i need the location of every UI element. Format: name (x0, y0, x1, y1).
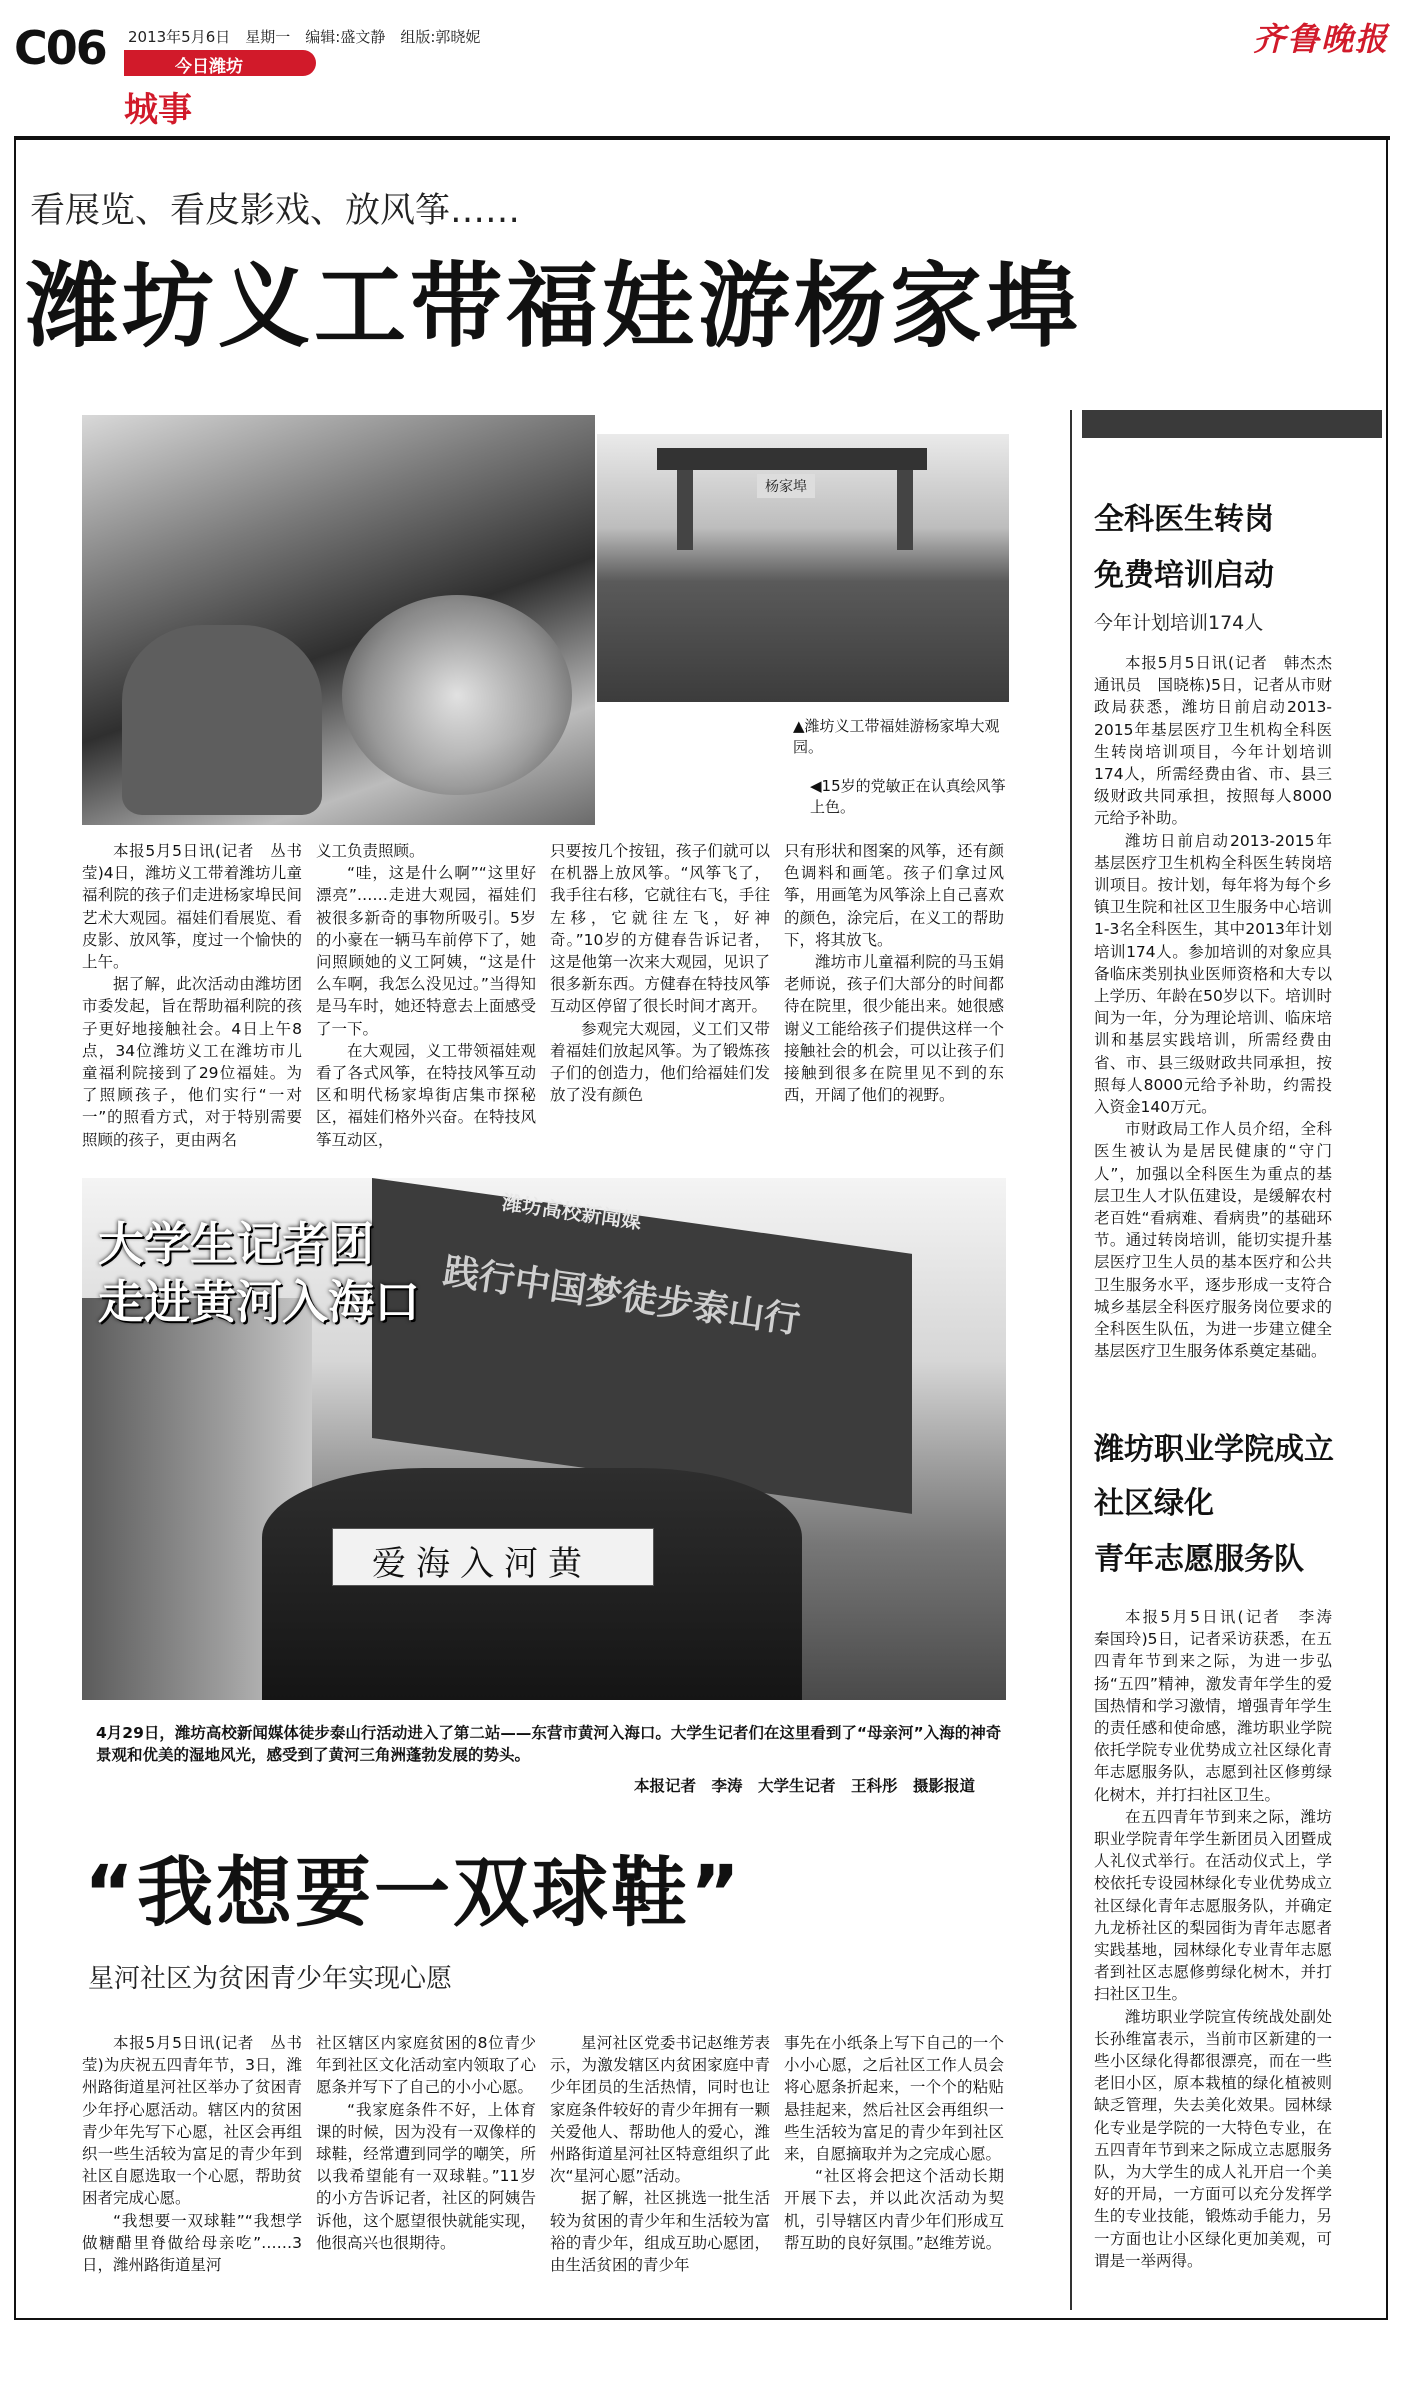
sidebar2-headline-3: 青年志愿服务队 (1094, 1542, 1304, 1577)
lead-c3-p2: 参观完大观园，义工们又带着福娃们放起风筝。为了锻炼孩子们的创造力，他们给福娃们发放了没有颜色 (550, 1019, 770, 1105)
lead-c2-p1: 义工负责照顾。 (316, 842, 425, 860)
bottom-c1-p1: 本报5月5日讯(记者 丛书莹)为庆祝五四青年节，3日，潍州路街道星河社区举办了贫困青少年抒心愿活动。辖区内的贫困青少年先写下心愿，社区会再组织一些生活较为富足的青少年到社区自愿选取一个心愿，帮助贫困者完成心愿。 (82, 2034, 302, 2208)
sidebar2-headline-1: 潍坊职业学院成立 (1094, 1432, 1334, 1467)
bottom-column-3 (550, 2032, 770, 2294)
mid-title-line1: 大学生记者团 (98, 1217, 374, 1271)
lead-column-1 (82, 840, 302, 1180)
photo-gate-sign: 杨家埠 (757, 474, 815, 498)
sidebar1-headline-2: 免费培训启动 (1094, 558, 1274, 593)
bottom-column-2 (316, 2032, 536, 2294)
lead-column-3 (550, 840, 770, 1180)
bottom-c3-p1: 星河社区党委书记赵维芳表示，为激发辖区内贫困家庭中青少年团员的生活热情，同时也让家庭条件较好的青少年拥有一颗关爱他人、帮助他人的爱心，潍州路街道星河社区特意组织了此次“星河心愿”活动。 (550, 2034, 770, 2186)
bottom-c2-p2: “我家庭条件不好，上体育课的时候，因为没有一双像样的球鞋，经常遭到同学的嘲笑，所以我希望能有一双球鞋。”11岁的小方告诉记者，社区的阿姨告诉他，这个愿望很快就能实现，他很高兴也很期待。 (316, 2100, 536, 2252)
lead-c1-p2: 据了解，此次活动由潍坊团市委发起，旨在帮助福利院的孩子更好地接触社会。4日上午8点，34位潍坊义工在潍坊市儿童福利院接到了29位福娃。为了照顾孩子，他们实行“一对一”的照看方式，对于特别需要照顾的孩子，更由两名 (82, 975, 302, 1149)
sidebar1-p1: 本报5月5日讯(记者 韩杰杰 通讯员 国晓栋)5日，记者从市财政局获悉，潍坊日前启动2013-2015年基层医疗卫生机构全科医生转岗培训项目，今年计划培训174人，所需经费由省、市、县三级财政共同承担，按照每人8000元给予补助。 (1094, 654, 1348, 828)
bottom-c3-p2: 据了解，社区挑选一批生活较为贫困的青少年和生活较为富裕的青少年，组成互助心愿团，由生活贫困的青少年 (550, 2189, 770, 2275)
lead-caption-1: ▲潍坊义工带福娃游杨家埠大观园。 (793, 717, 1000, 756)
calligraphy-sign-text: 爱海入河黄 (372, 1544, 592, 1584)
sidebar-divider (1070, 410, 1072, 2310)
sidebar2-headline-2: 社区绿化 (1094, 1486, 1214, 1521)
lead-column-4 (784, 840, 1004, 1180)
lead-c4-p2: 潍坊市儿童福利院的马玉娟老师说，孩子们大部分的时间都待在院里，很少能出来。她很感谢义工能给孩子们提供这样一个接触社会的机会，可以让孩子们接触到很多在院里见不到的东西，开阔了他们的视野。 (784, 953, 1004, 1105)
bottom-c4-p1: 事先在小纸条上写下自己的一个小小心愿，之后社区工作人员会将心愿条折起来，一个个的粘贴悬挂起来，然后社区会再组织一些生活较为富足的青少年到社区来，自愿摘取并为之完成心愿。 (784, 2034, 1004, 2164)
sidebar2-p2: 在五四青年节到来之际，潍坊职业学院青年学生新团员入团暨成人礼仪式举行。在活动仪式上，学校依托专设园林绿化专业优势成立社区绿化青年志愿服务队，并确定九龙桥社区的梨园街为青年志愿者实践基地，园林绿化专业青年志愿者到社区志愿修剪绿化树木，并打扫社区卫生。 (1094, 1807, 1332, 2004)
paper-logo: 齐鲁晚报 (1252, 20, 1389, 58)
sidebar1-p2: 潍坊日前启动2013-2015年基层医疗卫生机构全科医生转岗培训项目。按计划，每年将为每个乡镇卫生院和社区卫生服务中心培训1-3名全科医生，其中2013年计划培训174人。参加培训的对象应具备临床类别执业医师资格和大专以上学历、年龄在50岁以下。培训时间为一年，分为理论培训、临床培训和基层实践培训，所需经费由省、市、县三级财政共同承担，按照每人8000元给予补助，约需投入资金140万元。 (1094, 831, 1332, 1117)
sidebar2-body (1094, 1606, 1348, 2312)
bottom-c2-p1: 社区辖区内家庭贫困的8位青少年到社区文化活动室内领取了心愿条并写下了自己的小小心愿。 (316, 2034, 536, 2097)
lead-c3-p1: 只要按几个按钮，孩子们就可以在机器上放风筝。“风筝飞了，我手往右移，它就往右飞，手往左移，它就往左飞，好神奇。”10岁的方健春告诉记者，这是他第一次来大观园，见识了很多新东西。方健春在特技风筝互动区停留了很长时间才离开。 (550, 842, 770, 1016)
bottom-subhead: 星河社区为贫困青少年实现心愿 (88, 1964, 453, 1994)
lead-c2-p3: 在大观园，义工带领福娃观看了各式风筝，在特技风筝互动区和明代杨家埠街店集市探秘区，福娃们格外兴奋。在特技风筝互动区， (316, 1041, 536, 1149)
lead-c2-p2: “哇，这是什么啊”“这里好漂亮”……走进大观园，福娃们被很多新奇的事物所吸引。5岁的小豪在一辆马车前停下了，她问照顾她的义工阿姨，“这是什么车啊，我怎么没见过。”当得知是马车时，她还特意去上面感受了一下。 (316, 864, 536, 1038)
lead-photo-group-gate (595, 432, 1011, 704)
mid-photo-credit: 本报记者 李涛 大学生记者 王科彤 摄影报道 (634, 1777, 976, 1795)
lead-c1-p1: 本报5月5日讯(记者 丛书莹)4日，潍坊义工带着潍坊儿童福利院的孩子们走进杨家埠民间艺术大观园。福娃们看展览、看皮影、放风筝，度过一个愉快的上午。 (82, 842, 302, 972)
issue-meta: 2013年5月6日 星期一 编辑:盛文静 组版:郭晓妮 (128, 28, 481, 46)
sidebar1-p3: 市财政局工作人员介绍，全科医生被认为是居民健康的“守门人”，加强以全科医生为重点的基层卫生人才队伍建设，是缓解农村老百姓“看病难、看病贵”的基础环节。通过转岗培训，能切实提升基层医疗卫生人员的基本医疗和公共卫生服务水平，逐步形成一支符合城乡基层全科医疗服务岗位要求的全科医生队伍，为进一步建立健全基层医疗卫生服务体系奠定基础。 (1094, 1120, 1332, 1361)
bottom-c4-p2: “社区将会把这个活动长期开展下去，并以此次活动为契机，引导辖区内青少年们形成互帮互助的良好氛围。”赵维芳说。 (784, 2167, 1004, 2252)
sidebar2-p1: 本报5月5日讯(记者 李涛 秦国玲)5日，记者采访获悉，在五四青年节到来之际，为进一步弘扬“五四”精神，激发青年学生的爱国热情和学习激情，增强青年学生的责任感和使命感，潍坊职业学院依托学院专业优势成立社区绿化青年志愿服务队，志愿到社区修剪绿化树木，并打扫社区卫生。 (1094, 1608, 1348, 1804)
lead-photo-kite-painting (82, 415, 595, 825)
lead-headline: 潍坊义工带福娃游杨家埠 (26, 253, 1083, 360)
mid-photo-caption: 4月29日，潍坊高校新闻媒体徒步泰山行活动进入了第二站——东营市黄河入海口。大学生记者们在这里看到了“母亲河”入海的神奇景观和优美的湿地风光，感受到了黄河三角洲蓬勃发展的势头。 (96, 1724, 1002, 1764)
section-tag-label: 今日潍坊 (175, 57, 243, 77)
bottom-column-1 (82, 2032, 302, 2294)
lead-c4-p1: 只有形状和图案的风筝，还有颜色调料和画笔。孩子们拿过风筝，用画笔为风筝涂上自己喜欢的颜色，涂完后，在义工的帮助下，将其放飞。 (784, 842, 1004, 949)
lead-kicker: 看展览、看皮影戏、放风筝…… (30, 191, 521, 231)
lead-column-2 (316, 840, 536, 1180)
mid-title-line2: 走进黄河入海口 (98, 1275, 420, 1329)
sidebar2-p3: 潍坊职业学院宣传统战处副处长孙维富表示，当前市区新建的一些小区绿化得都很漂亮，而在一些老旧小区，原本栽植的绿化植被则缺乏管理，失去美化效果。园林绿化专业是学院的一大特色专业，在五四青年节到来之际成立志愿服务队，为大学生的成人礼开启一个美好的开局，一方面可以充分发挥学生的专业技能，锻炼动手能力，另一方面也让小区绿化更加美观，可谓是一举两得。 (1094, 2007, 1332, 2270)
lead-caption-2: ◀15岁的党敏正在认真绘风筝上色。 (810, 777, 1006, 816)
page-number: C06 (14, 21, 106, 75)
bottom-c1-p2: “我想要一双球鞋”“我想学做糖醋里脊做给母亲吃”……3日，潍州路街道星河 (82, 2211, 302, 2275)
sidebar1-subhead: 今年计划培训174人 (1094, 612, 1264, 634)
banner-text-2: 践行中国梦徒步泰山行 (440, 1251, 803, 1342)
section-title: 城事 (124, 90, 192, 130)
banner-text-1: 潍坊高校新闻媒 (500, 1190, 643, 1234)
bottom-headline: “我想要一双球鞋” (84, 1848, 743, 1937)
sidebar1-headline-1: 全科医生转岗 (1094, 502, 1274, 537)
sidebar1-body (1094, 652, 1348, 1404)
sidebar-top-bar (1082, 410, 1382, 438)
bottom-column-4 (784, 2032, 1004, 2294)
